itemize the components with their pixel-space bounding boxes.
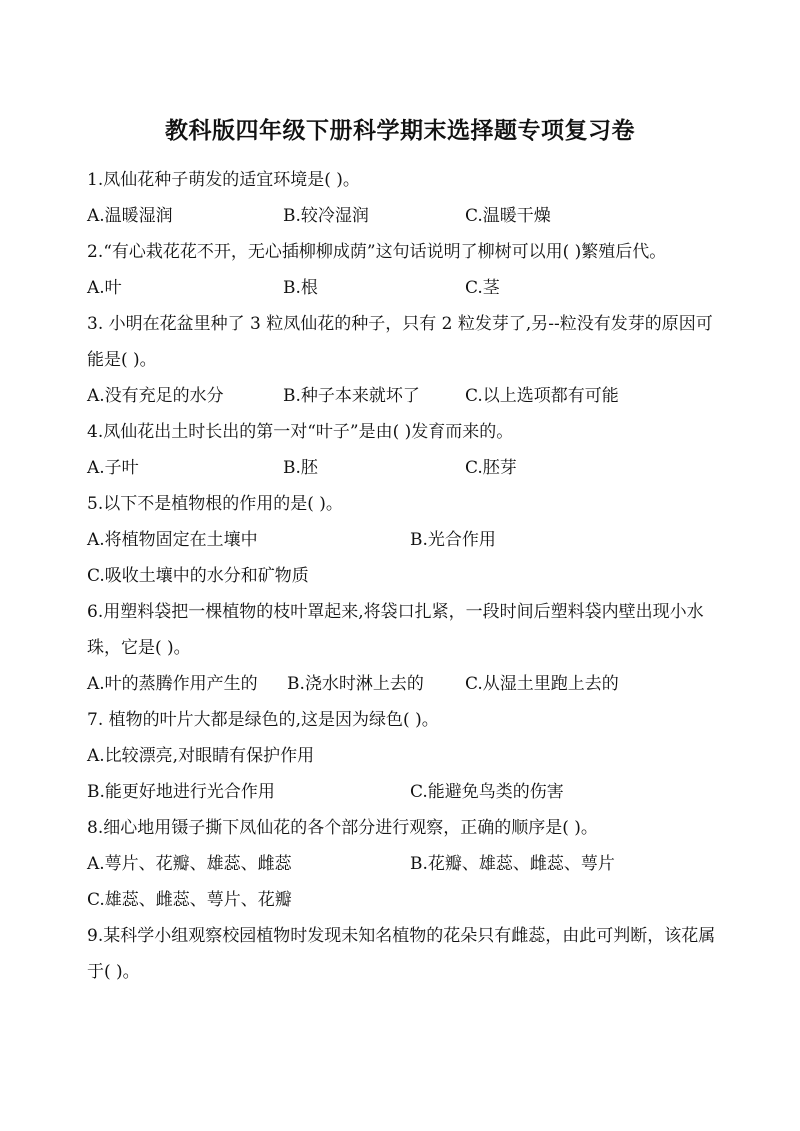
options-7-row-2 [87,774,717,810]
options-1 [87,198,717,234]
question-2: 2.“有心栽花花不开，无心插柳柳成荫”这句话说明了柳树可以用( )繁殖后代。 [87,242,667,262]
option-b: B.较冷湿润 [283,206,369,226]
options-6 [87,666,717,702]
question-7: 7. 植物的叶片大都是绿色的,这是因为绿色( )。 [87,710,439,730]
option-b: B.胚 [283,458,318,478]
option-c: C.胚芽 [465,458,517,478]
options-3 [87,378,717,414]
option-b: B.种子本来就坏了 [283,386,420,406]
option-a: A.叶 [87,278,122,298]
option-a: A.将植物固定在土壤中 [87,530,258,550]
option-b: B.能更好地进行光合作用 [87,782,275,802]
option-c: C.吸收土壤中的水分和矿物质 [87,566,309,586]
question-3: 3. 小明在花盆里种了 3 粒凤仙花的种子，只有 2 粒发芽了,另--粒没有发芽的原因可能是( )。 [87,314,713,370]
options-4 [87,450,717,486]
options-5 [87,522,717,558]
options-7 [87,738,717,774]
option-a: A.没有充足的水分 [87,386,224,406]
option-c: C.能避免鸟类的伤害 [410,782,564,802]
question-list [87,162,717,990]
option-a: A.温暖湿润 [87,206,173,226]
option-c: C.雄蕊、雌蕊、萼片、花瓣 [87,890,292,910]
option-b: B.光合作用 [410,530,496,550]
question-5: 5.以下不是植物根的作用的是( )。 [87,494,343,514]
option-a: A.比较漂亮,对眼睛有保护作用 [87,746,315,766]
option-a: A.萼片、花瓣、雄蕊、雌蕊 [87,854,292,874]
question-8: 8.细心地用镊子撕下凤仙花的各个部分进行观察，正确的顺序是( )。 [87,818,598,838]
option-c: C.茎 [465,278,500,298]
option-b: B.根 [283,278,318,298]
options-8-row-2 [87,882,717,918]
option-b: B.花瓣、雄蕊、雌蕊、萼片 [410,854,615,874]
options-2 [87,270,717,306]
option-a: A.叶的蒸腾作用产生的 [87,674,258,694]
option-c: C.从湿土里跑上去的 [465,674,619,694]
page-title: 教科版四年级下册科学期末选择题专项复习卷 [165,117,635,144]
question-1: 1.凤仙花种子萌发的适宜环境是( )。 [87,170,360,190]
options-8 [87,846,717,882]
option-c: C.温暖干燥 [465,206,551,226]
option-b: B.浇水时淋上去的 [287,674,424,694]
question-4: 4.凤仙花出土时长出的第一对“叶子”是由( )发育而来的。 [87,422,514,442]
question-9: 9.某科学小组观察校园植物时发现未知名植物的花朵只有雌蕊，由此可判断，该花属于( )。 [87,926,716,982]
options-5-row-2 [87,558,717,594]
option-c: C.以上选项都有可能 [465,386,619,406]
option-a: A.子叶 [87,458,139,478]
question-6: 6.用塑料袋把一棵植物的枝叶罩起来,将袋口扎紧，一段时间后塑料袋内壁出现小水珠，它是( )。 [87,602,704,658]
